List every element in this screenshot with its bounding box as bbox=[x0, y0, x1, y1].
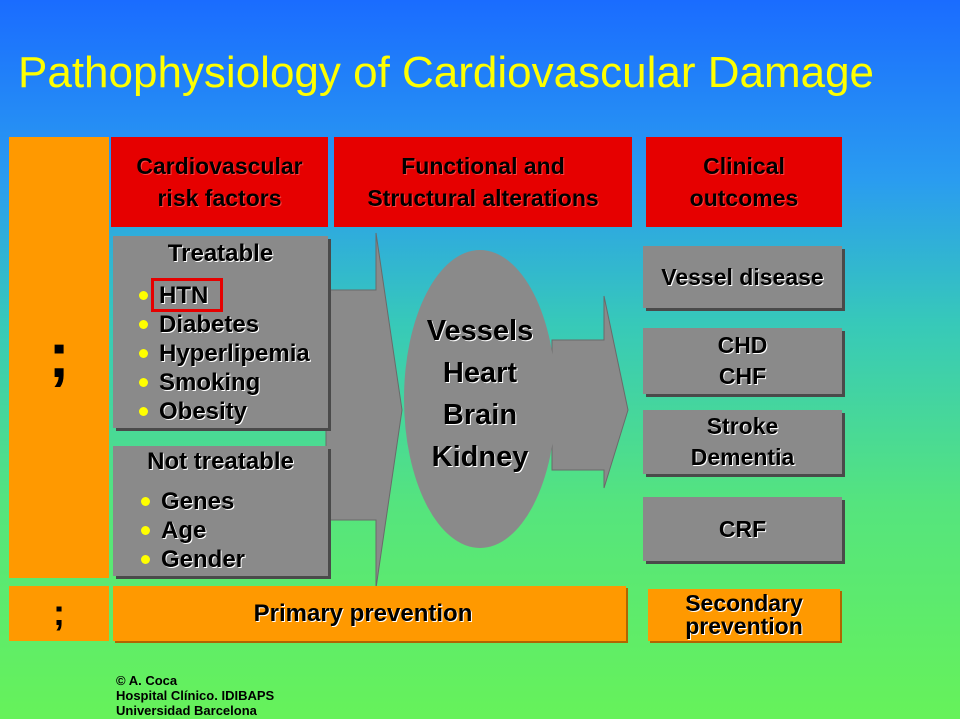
list-item bbox=[141, 487, 321, 516]
organ-vessels: Vessels bbox=[426, 315, 534, 347]
primary-prevention-label: Primary prevention bbox=[253, 600, 473, 627]
chd-chf-box bbox=[643, 328, 842, 394]
stroke-dementia-box bbox=[643, 410, 842, 474]
bullet-icon bbox=[141, 555, 150, 564]
secondary-line2: prevention bbox=[685, 613, 803, 639]
second-arrow-icon bbox=[552, 296, 628, 488]
dementia-label: Dementia bbox=[690, 444, 795, 470]
risk-header-line2: risk factors bbox=[157, 185, 282, 211]
treatable-item: HTN bbox=[159, 282, 209, 309]
bullet-icon bbox=[141, 526, 150, 535]
organ-brain: Brain bbox=[442, 399, 518, 431]
bullet-icon bbox=[139, 407, 148, 416]
treatable-item: Smoking bbox=[159, 369, 261, 396]
left-symbol: ; bbox=[48, 319, 70, 391]
page-title: Pathophysiology of Cardiovascular Damage bbox=[18, 48, 875, 97]
list-item bbox=[139, 397, 339, 426]
bullet-icon bbox=[139, 378, 148, 387]
crf-box bbox=[643, 497, 842, 561]
credit-university: Universidad Barcelona bbox=[116, 703, 257, 718]
chf-label: CHF bbox=[718, 363, 767, 389]
treatable-item: Diabetes bbox=[159, 311, 260, 338]
list-item bbox=[139, 339, 339, 368]
stroke-label: Stroke bbox=[706, 413, 779, 439]
credit-hospital: Hospital Clínico. IDIBAPS bbox=[116, 688, 275, 703]
treatable-label: Treatable bbox=[167, 240, 274, 267]
bullet-icon bbox=[139, 320, 148, 329]
outcomes-header-line1: Clinical bbox=[703, 153, 785, 179]
treatable-item: Obesity bbox=[159, 398, 248, 425]
secondary-line1: Secondary bbox=[685, 590, 803, 616]
alterations-header-line2: Structural alterations bbox=[367, 185, 599, 211]
not-treatable-item: Gender bbox=[161, 546, 246, 573]
list-item bbox=[141, 516, 321, 545]
not-treatable-list bbox=[141, 487, 321, 574]
not-treatable-item: Genes bbox=[161, 488, 235, 515]
credit-author: © A. Coca bbox=[116, 673, 178, 688]
not-treatable-label: Not treatable bbox=[147, 448, 294, 475]
organs-list bbox=[404, 310, 556, 478]
list-item bbox=[139, 368, 339, 397]
vessel-disease-box bbox=[643, 246, 842, 308]
chd-label: CHD bbox=[717, 332, 768, 358]
bullet-icon bbox=[139, 291, 148, 300]
vessel-disease-label: Vessel disease bbox=[661, 263, 824, 290]
treatable-item: Hyperlipemia bbox=[159, 340, 310, 367]
credits bbox=[116, 673, 274, 718]
secondary-prevention-label bbox=[648, 589, 840, 641]
not-treatable-item: Age bbox=[161, 517, 207, 544]
alterations-header-line1: Functional and bbox=[401, 153, 565, 179]
list-item bbox=[141, 545, 321, 574]
outcomes-header-line2: outcomes bbox=[689, 185, 799, 211]
organ-kidney: Kidney bbox=[431, 441, 529, 473]
organ-heart: Heart bbox=[442, 357, 518, 389]
bullet-icon bbox=[141, 497, 150, 506]
list-item bbox=[139, 281, 339, 310]
crf-label: CRF bbox=[718, 515, 767, 542]
bullet-icon bbox=[139, 349, 148, 358]
risk-header-line1: Cardiovascular bbox=[136, 153, 303, 179]
list-item bbox=[139, 310, 339, 339]
treatable-list bbox=[139, 281, 339, 426]
bottom-symbol: ; bbox=[53, 592, 65, 633]
